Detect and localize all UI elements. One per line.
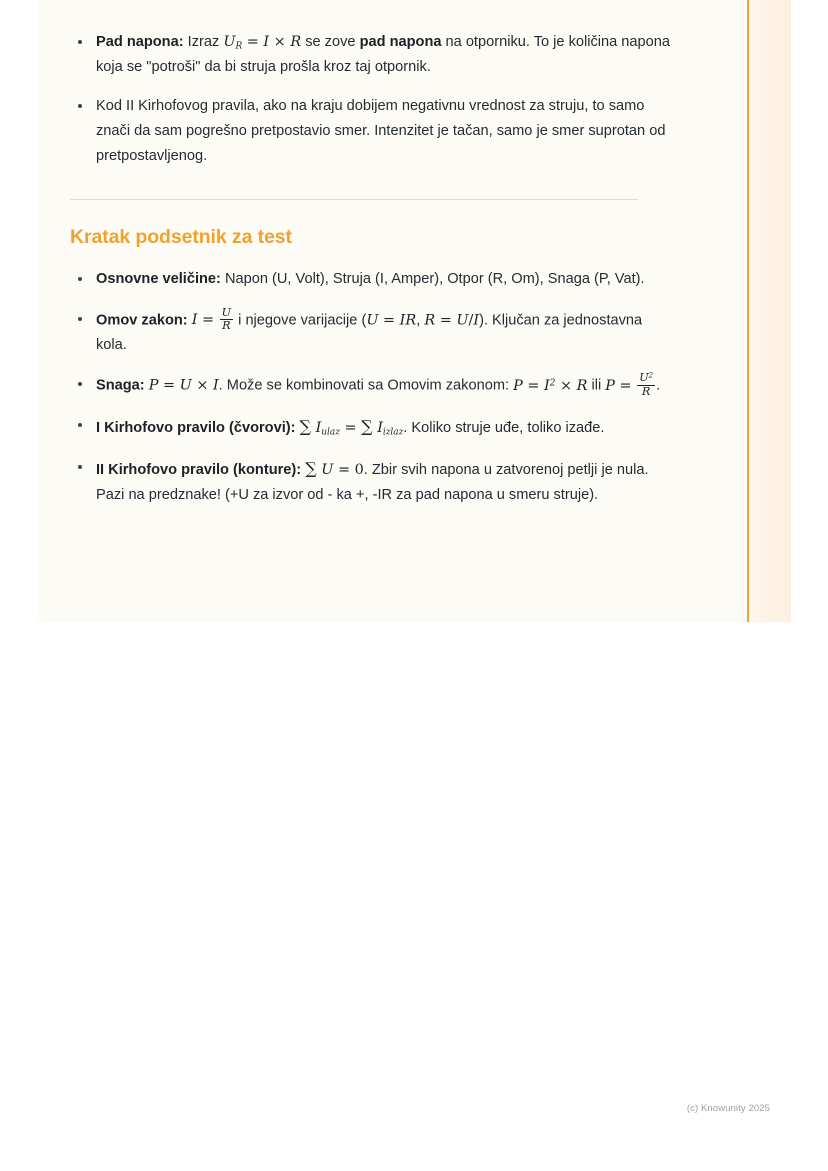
accent-strip [747,0,791,622]
bullet-text-1: Izraz [187,34,220,50]
bullet-text: Kod II Kirhofovog pravila, ako na kraju dobijem negativnu vrednost za struju, to samo znači da sam pogrešno pretpostavio smer. Intenzitet je tačan, samo je smer suprotan od pretpostavljenog. [96,98,666,165]
bullet-label: Pad napona: [96,34,184,50]
formula-snaga-varijacija-1: $P = I^2 \times R$ [513,377,588,394]
bullet-label: Snaga: [96,377,145,394]
bullet-text-1: i njegove varijacije ( [238,312,367,329]
top-bullet-list [70,30,675,169]
list-item-omov-zakon [70,307,675,359]
list-item-prvo-kirhofovo-pravilo [70,413,675,441]
formula-snaga-varijacija-2: P = $\frac{U^2}{R}$ [605,371,654,398]
bullet-text-3: na otporniku. To je količina napona koja se "potroši" da bi struja prošla kroz taj otpornik. [96,34,671,76]
bullet-label: Omov zakon: [96,312,188,329]
footer-copyright: (c) Knowunity 2025 [686,1103,770,1114]
bullet-text-1: . Može se kombinovati sa Omovim zakonom: [218,377,510,394]
bullet-text-2: ili [591,377,602,394]
formula-omov-varijacija-2: R = U/I [424,312,480,329]
card-content [70,30,675,508]
bullet-text-2: se zove [305,34,356,50]
bullet-text: . Koliko struje uđe, toliko izađe. [403,419,605,436]
list-item-drugo-kirhofovo-pravilo [70,455,675,508]
list-item-osnovne-velicine [70,267,675,292]
bullet-label: Osnovne veličine: [96,271,221,288]
formula-pad-napona: $U_R = I \times R$ [223,34,302,52]
formula-prvo-kirhofovo: ∑ $I_{ulaz}$ = ∑ $I_{izlaz}$ [299,416,404,438]
formula-separator: , [416,312,421,329]
bullet-emphasis: pad napona [359,34,442,50]
formula-drugo-kirhofovo: ∑ U = 0 [305,459,364,478]
bullet-label: II Kirhofovo pravilo (konture): [96,462,302,478]
summary-bullet-list [70,267,675,508]
bullet-text-2: ). Ključan za jednostavna kola. [96,312,643,354]
list-item-pad-napona [70,30,675,80]
content-card [37,0,791,622]
section-divider [70,199,638,200]
bullet-text: . Zbir svih napona u zatvorenoj petlji je nula. Pazi na predznake! (+U za izvor od - ka +, -IR za pad napona u smeru struje). [96,462,649,504]
bullet-text: Napon (U, Volt), Struja (I, Amper), Otpor (R, Om), Snaga (P, Vat). [224,271,645,288]
bullet-text-3: . [656,377,661,394]
list-item-snaga [70,372,675,399]
bullet-label: I Kirhofovo pravilo (čvorovi): [96,419,296,436]
formula-snaga: P = U × I [148,377,219,394]
formula-omov-zakon: I = $\frac{U}{R}$ [191,305,232,333]
page-title: Kratak podsetnik za test [70,226,292,249]
list-item-kirhof-negativna-vrednost [70,94,675,169]
formula-omov-varijacija-1: U = IR [366,312,417,329]
